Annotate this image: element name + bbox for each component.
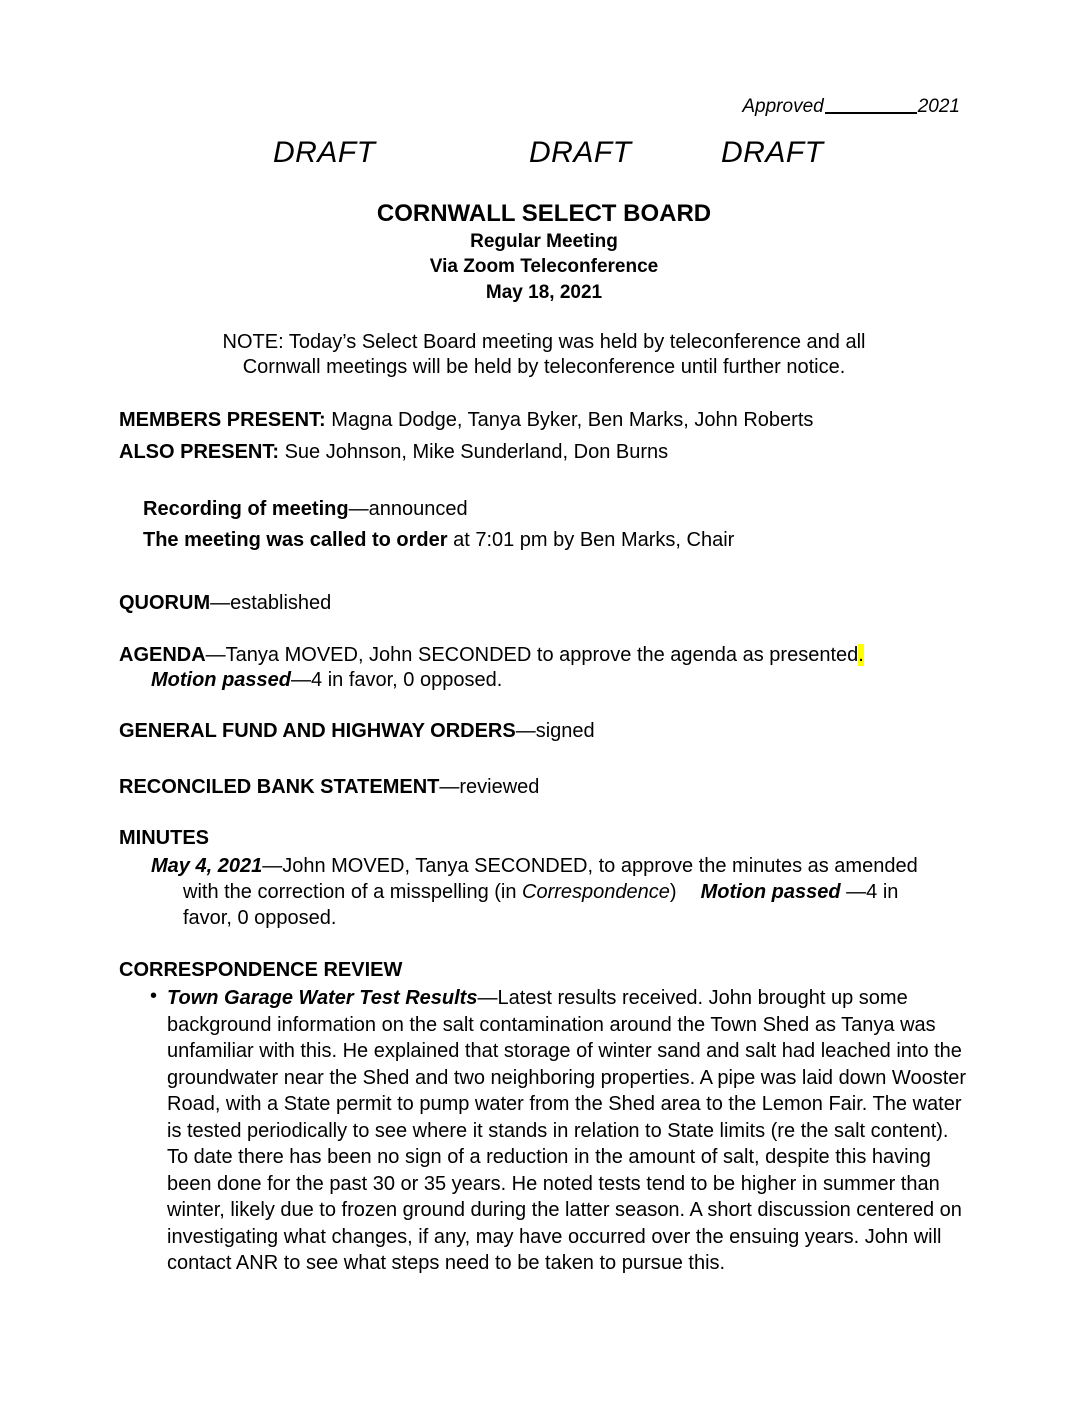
minutes-text-2c: ) [669, 881, 677, 903]
document-title: CORNWALL SELECT BOARD [376, 200, 712, 227]
members-text: Magna Dodge, Tanya Byker, Ben Marks, John Roberts [325, 409, 814, 431]
agenda-motion [151, 667, 502, 693]
correspondence-heading: CORRESPONDENCE REVIEW [119, 959, 403, 981]
agenda-label: AGENDA [119, 644, 206, 666]
agenda-motion-label: Motion passed [151, 669, 292, 691]
approved-line [742, 96, 960, 118]
also-label: ALSO PRESENT: [119, 441, 280, 463]
agenda-text: —Tanya MOVED, John SECONDED to approve the agenda as presented [205, 644, 859, 666]
meeting-type: Regular Meeting [470, 231, 618, 252]
quorum-text: —established [210, 592, 332, 614]
approved-label: Approved [742, 96, 824, 117]
minutes-line-3: favor, 0 opposed. [183, 907, 337, 929]
bullet-icon: • [150, 985, 158, 1007]
correspondence-item [167, 985, 967, 1277]
reconciled-line [119, 774, 539, 800]
note-line-1: NOTE: Today’s Select Board meeting was held by teleconference and all [222, 331, 866, 353]
correspondence-item-label: Town Garage Water Test Results [167, 987, 478, 1009]
meeting-venue: Via Zoom Teleconference [429, 256, 659, 277]
quorum-line [119, 590, 331, 616]
minutes-date: May 4, 2021 [151, 855, 263, 877]
recording-label: Recording of meeting [143, 498, 349, 520]
call-to-order-text: at 7:01 pm by Ben Marks, Chair [447, 529, 735, 551]
meeting-date: May 18, 2021 [485, 282, 603, 303]
minutes-line-2 [183, 879, 898, 905]
general-fund-line [119, 718, 595, 744]
general-fund-text: —signed [515, 720, 595, 742]
also-present [119, 439, 668, 465]
quorum-label: QUORUM [119, 592, 211, 614]
reconciled-text: —reviewed [439, 776, 540, 798]
minutes-motion-label: Motion passed [700, 881, 841, 903]
approved-blank [825, 98, 917, 114]
approved-year: 2021 [917, 96, 960, 117]
minutes-text-2b: Correspondence [522, 881, 670, 903]
also-text: Sue Johnson, Mike Sunderland, Don Burns [279, 441, 669, 463]
draft-label-1: DRAFT [273, 136, 376, 169]
call-to-order-line [143, 527, 734, 553]
members-label: MEMBERS PRESENT: [119, 409, 326, 431]
draft-label-3: DRAFT [721, 136, 824, 169]
minutes-heading: MINUTES [119, 827, 209, 849]
recording-text: —announced [348, 498, 468, 520]
reconciled-label: RECONCILED BANK STATEMENT [119, 776, 440, 798]
correspondence-item-text: —Latest results received. John brought up some background information on the salt contamination around the Town Shed as Tanya was unfamiliar with this. He explained that storage of winter sand and salt had leached into the groundwater near the Shed and two neighboring properties. A pipe was laid down Wooster Road, with a State permit to pump water from the Shed area to the Lemon Fair. The water is tested periodically to see where it stands in relation to State limits (re the salt content). To date there has been no sign of a reduction in the amount of salt, despite this having been done for the past 30 or 35 years. He noted tests tend to be higher in summer than winter, likely due to frozen ground during the latter season. A short discussion centered on investigating what changes, if any, may have occurred over the ensuing years. John will contact ANR to see what steps need to be taken to pursue this. [167, 987, 967, 1274]
recording-line [143, 496, 468, 522]
agenda-line [119, 642, 864, 668]
agenda-motion-text: —4 in favor, 0 opposed. [291, 669, 503, 691]
note-line-2: Cornwall meetings will be held by teleconference until further notice. [242, 356, 846, 378]
minutes-line-1 [151, 853, 918, 879]
agenda-highlight-period: . [858, 644, 864, 666]
minutes-text-1: —John MOVED, Tanya SECONDED, to approve the minutes as amended [262, 855, 918, 877]
call-to-order-label: The meeting was called to order [143, 529, 448, 551]
members-present [119, 407, 813, 433]
minutes-text-2a: with the correction of a misspelling (in [183, 881, 523, 903]
draft-label-2: DRAFT [529, 136, 632, 169]
minutes-motion-text: —4 in [840, 881, 899, 903]
general-fund-label: GENERAL FUND AND HIGHWAY ORDERS [119, 720, 516, 742]
